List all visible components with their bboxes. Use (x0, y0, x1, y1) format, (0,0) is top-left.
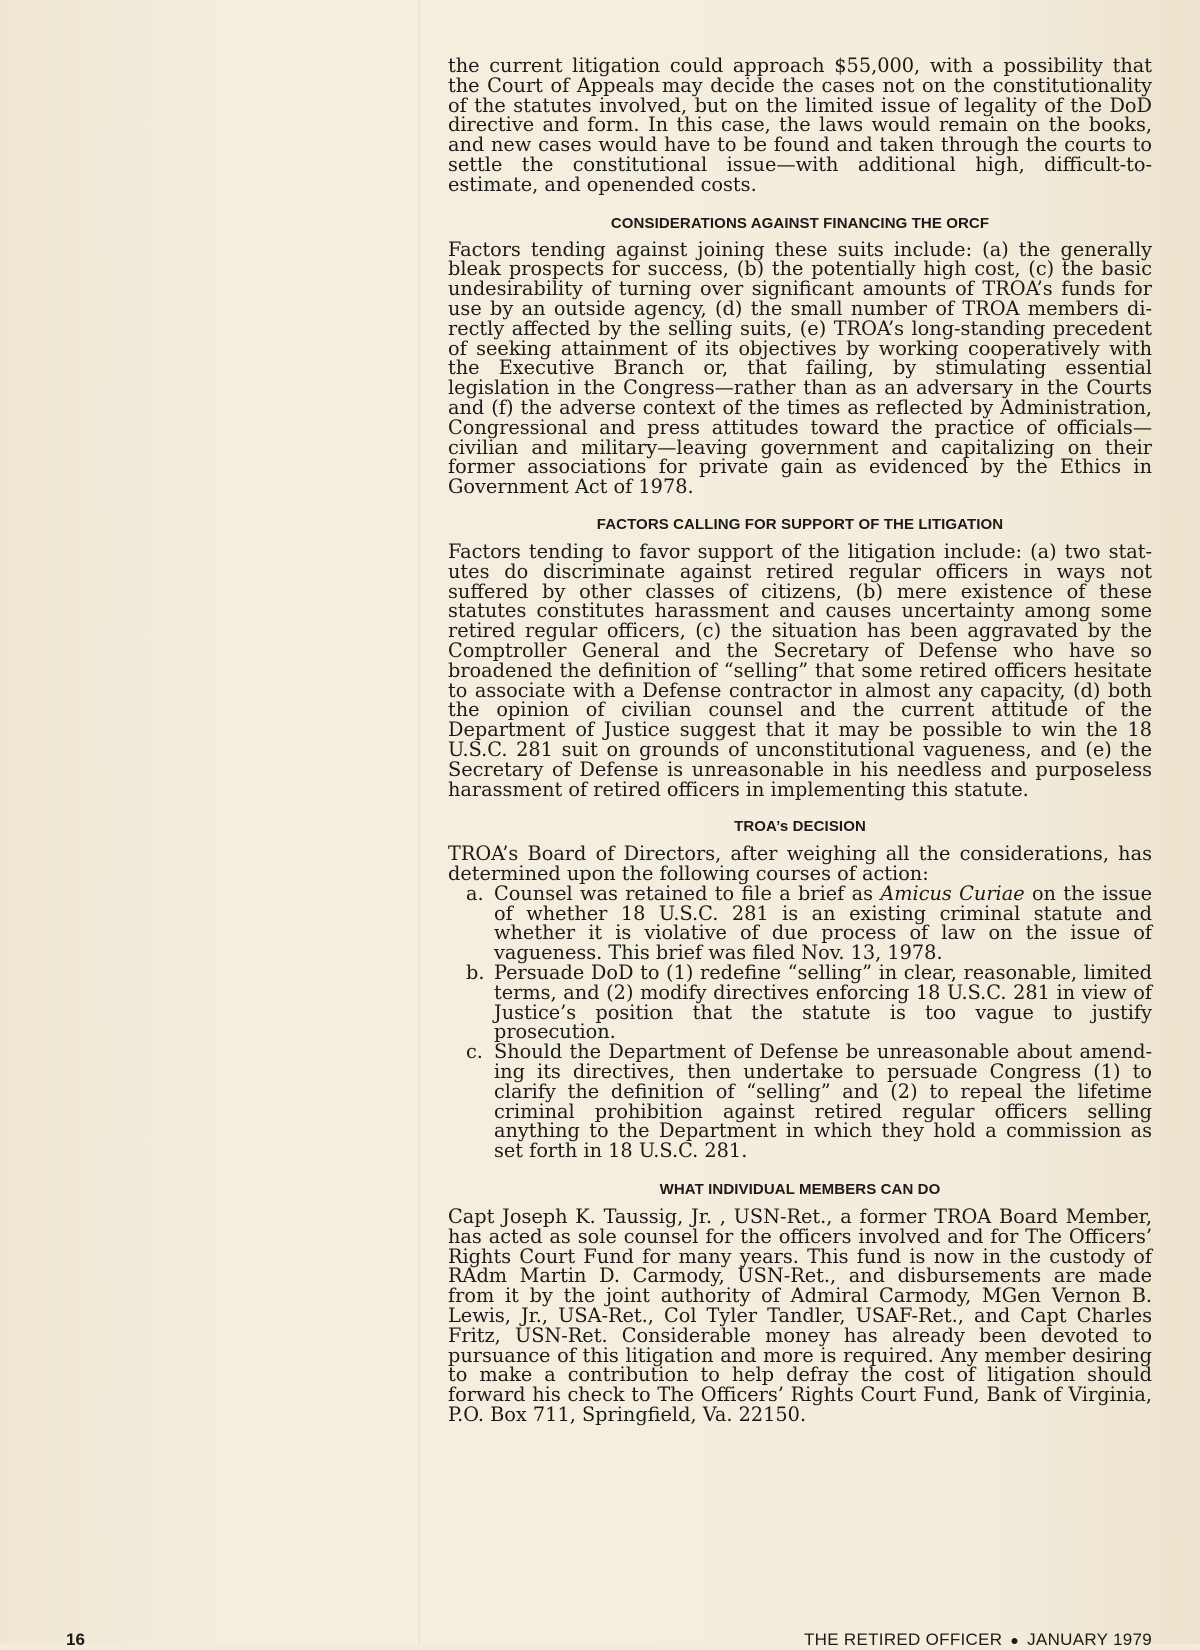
paragraph-decision-intro: TROA’s Board of Directors, after weighing all the considerations, has determined upon the following courses of action: (448, 842, 1152, 886)
list-item (466, 963, 1152, 1042)
list-item-label: a. (466, 881, 484, 905)
paragraph-members: Capt Joseph K. Taussig, Jr. , USN-Ret., a former TROA Board Member, has acted as sole counsel for the officers involved and for The Officers’ Rights Court Fund for many years. This fund is now in the custody of RAdm Martin D. Carmody, USN-Ret., and disbursements are made from it by the joint authority of Admiral Carmody, MGen Vernon B. Lewis, Jr., USA-Ret., Col Tyler Tandler, USAF-Ret., and Capt Charles Fritz, USN-Ret. Considerable money has already been devoted to pursuance of this litigation and more is required. Any member desiring to make a contribution to help defray the cost of litigation should forward his check to The Officers’ Rights Court Fund, Bank of Virginia, P.O. Box 711, Springfield, Va. 22150. (448, 1205, 1152, 1427)
paragraph-against-financing: Factors tending against joining these suits include: (a) the generally bleak prospects for success, (b) the potentially high cost, (c) the basic undesirability of turning over significant amounts of TROA’s funds for use by an outside agency, (d) the small number of TROA members directly affected by the selling suits, (e) TROA’s long-standing precedent of seeking attainment of its objectives by working cooperatively with the Executive Branch or, that failing, by stimulating essential legislation in the Congress—rather than as an adversary in the Courts and (f) the adverse context of the times as reflected by Administration, Congressional and press attitudes toward the practice of officials—civilian and military—leaving government and capitalizing on their former associations for private gain as evidenced by the Ethics in Government Act of 1978. (448, 237, 1152, 499)
courses-of-action-list (448, 881, 1152, 1163)
list-item-label: b. (466, 961, 485, 985)
list-item (466, 1042, 1152, 1161)
page-fold-shadow (418, 0, 420, 1644)
list-item (466, 881, 1152, 965)
paragraph-support-litigation: Factors tending to favor support of the litigation include: (a) two statutes do discriminate against retired regular officers in ways not suffered by other classes of citizens, (b) mere existence of these statutes constitutes harassment and causes uncertainty among some retired regular officers, (c) the situation has been aggravated by the Comptroller General and the Secretary of Defense who have so broadened the definition of “selling” that some retired officers hesitate to associate with a Defense contractor in almost any capacity, (d) both the opinion of civilian counsel and the current attitude of the Department of Justice suggest that it may be possible to win the 18 U.S.C. 281 suit on grounds of unconstitutional vagueness, and (e) the Secretary of Defense is unreasonable in his needless and purposeless harassment of retired officers in implementing this statute. (448, 539, 1152, 801)
list-item-text: Persuade DoD to (1) redefine “selling” in clear, reasonable, limited terms, and (2) modify directives enforcing 18 U.S.C. 281 in view of Justice’s position that the statute is too vague to justify prosecution. (494, 961, 1152, 1044)
issue-date: JANUARY 1979 (1027, 1630, 1152, 1649)
list-item-text: Counsel was retained to file a brief as Amicus Curiae on the issue of whether 18 U.S.C. 281 is an existing criminal statute and whether it is violative of due process of law on the issue of vagueness. This brief was filed Nov. 13, 1978. (494, 881, 1152, 965)
list-item-label: c. (466, 1040, 483, 1064)
page-number: 16 (66, 1630, 85, 1649)
bullet-icon: ● (1010, 1632, 1020, 1648)
amicus-curiae-italic: Amicus Curiae (880, 881, 1025, 905)
running-footer (804, 1630, 1152, 1650)
heading-support-litigation: FACTORS CALLING FOR SUPPORT OF THE LITIGATION (596, 515, 1004, 533)
continued-paragraph: the current litigation could approach $55,000, with a possibility that the Court of Appeals may decide the cases not on the constitutionality of the statutes involved, but on the limited issue of legality of the DoD directive and form. In this case, the laws would remain on the books, and new cases would have to be found and taken through the courts to settle the constitutional issue—with additional high, difficult-to-estimate, and openended costs. (448, 54, 1152, 196)
publication-name: THE RETIRED OFFICER (803, 1630, 1003, 1649)
heading-against-financing: CONSIDERATIONS AGAINST FINANCING THE ORCF (610, 214, 990, 232)
heading-members: WHAT INDIVIDUAL MEMBERS CAN DO (659, 1181, 941, 1199)
heading-troa-decision: TROA’s DECISION (734, 818, 866, 836)
article-column (448, 56, 1152, 1425)
list-item-text: Should the Department of Defense be unreasonable about amending its directives, then undertake to persuade Congress (1) to clarify the definition of “selling” and (2) to repeal the lifetime criminal prohibition against retired regular officers selling anything to the Department in which they hold a commission as set forth in 18 U.S.C. 281. (494, 1040, 1152, 1163)
